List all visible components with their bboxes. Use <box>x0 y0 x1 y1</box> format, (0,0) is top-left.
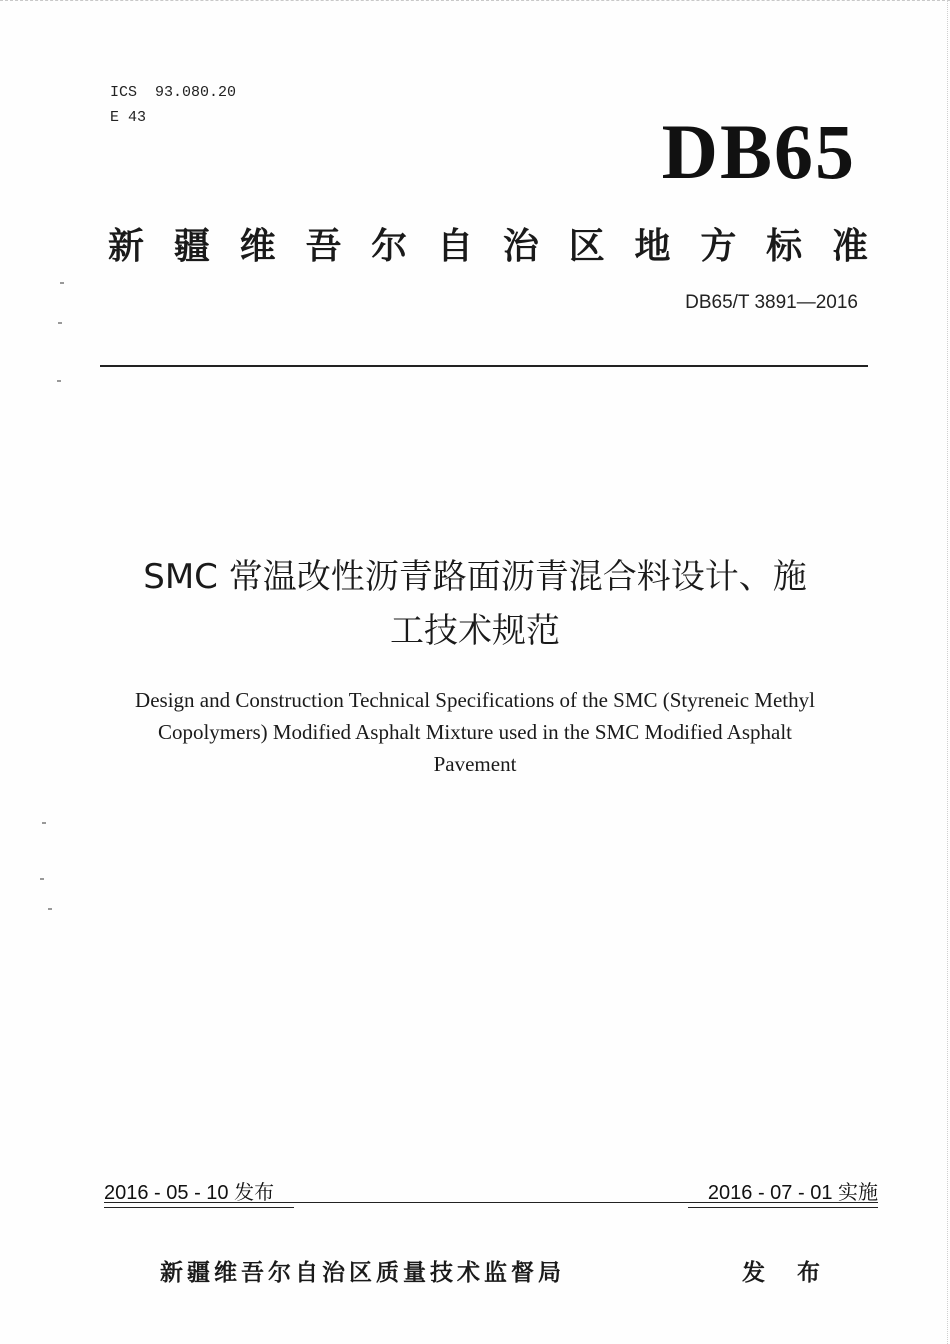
chinese-title-line: SMC 常温改性沥青路面沥青混合料设计、施 <box>143 557 807 597</box>
issue-date: 2016 - 05 - 10 发布 <box>104 1176 294 1208</box>
standard-logo: DB65 <box>661 108 856 195</box>
scan-speck <box>40 878 44 880</box>
authority-char: 维 <box>239 226 276 267</box>
authority-char: 治 <box>502 226 539 267</box>
ccs-code: E 43 <box>110 109 147 126</box>
scan-speck <box>42 822 46 824</box>
footer-divider <box>104 1202 878 1203</box>
authority-char: 标 <box>766 226 803 267</box>
authority-char: 准 <box>831 226 868 267</box>
classification-codes <box>110 80 236 130</box>
chinese-title <box>60 550 890 658</box>
authority-char: 区 <box>568 226 605 267</box>
authority-char: 地 <box>634 226 671 267</box>
implementation-date: 2016 - 07 - 01 实施 <box>688 1176 878 1208</box>
scan-edge-right <box>946 0 948 1344</box>
standard-number: DB65/T 3891—2016 <box>685 292 858 313</box>
scan-speck <box>57 380 61 382</box>
chinese-title-line: 工技术规范 <box>390 611 560 651</box>
authority-char: 尔 <box>371 226 408 267</box>
authority-char: 方 <box>700 226 737 267</box>
english-title-line: Copolymers) Modified Asphalt Mixture used in the SMC Modified Asphalt <box>157 720 793 744</box>
scan-speck <box>60 282 64 284</box>
authority-char: 新 <box>108 226 145 267</box>
authority-char: 吾 <box>305 226 342 267</box>
scan-speck <box>58 322 62 324</box>
authority-char: 疆 <box>173 226 210 267</box>
english-title-line: Design and Construction Technical Specifications of the SMC (Styreneic Methyl <box>135 688 815 712</box>
publisher: 新疆维吾尔自治区质量技术监督局 <box>160 1260 565 1286</box>
english-title-line: Pavement <box>433 752 517 776</box>
authority-char: 自 <box>437 226 474 267</box>
header-divider <box>100 365 868 367</box>
english-title <box>80 684 870 780</box>
scan-speck <box>48 908 52 910</box>
release-label: 发 布 <box>742 1260 833 1286</box>
standard-authority <box>108 218 868 268</box>
scan-edge-top <box>0 0 950 4</box>
ics-code: ICS 93.080.20 <box>110 84 237 101</box>
